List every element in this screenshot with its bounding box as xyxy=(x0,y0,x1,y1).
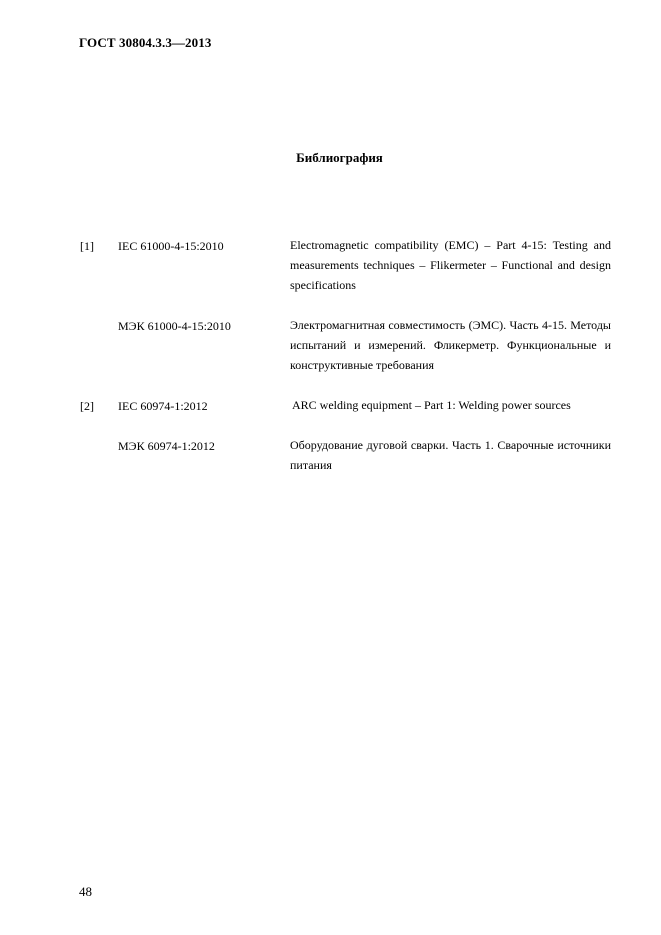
reference-description: ARC welding equipment – Part 1: Welding power sources xyxy=(292,398,571,412)
reference-code: IEC 60974-1:2012 xyxy=(118,399,208,413)
entry-number: [1] xyxy=(80,239,94,253)
reference-description: Электромагнитная совместимость (ЭМС). Часть 4-15. Методы испытаний и измерений. Фликерметр. Функциональные и конструктивные требования xyxy=(290,318,611,372)
reference-code: МЭК 61000-4-15:2010 xyxy=(118,319,231,333)
reference-code: МЭК 60974-1:2012 xyxy=(118,439,215,453)
bibliography-title: Библиография xyxy=(296,150,383,165)
reference-description: Оборудование дуговой сварки. Часть 1. Сварочные источники питания xyxy=(290,438,611,472)
reference-code: IEC 61000-4-15:2010 xyxy=(118,239,224,253)
page-number: 48 xyxy=(79,884,92,899)
entry-number: [2] xyxy=(80,399,94,413)
document-code-header: ГОСТ 30804.3.3—2013 xyxy=(79,35,212,50)
reference-description: Electromagnetic compatibility (EMC) – Part 4-15: Testing and measurements techniques – Flikermeter – Functional and design specifications xyxy=(290,238,611,292)
